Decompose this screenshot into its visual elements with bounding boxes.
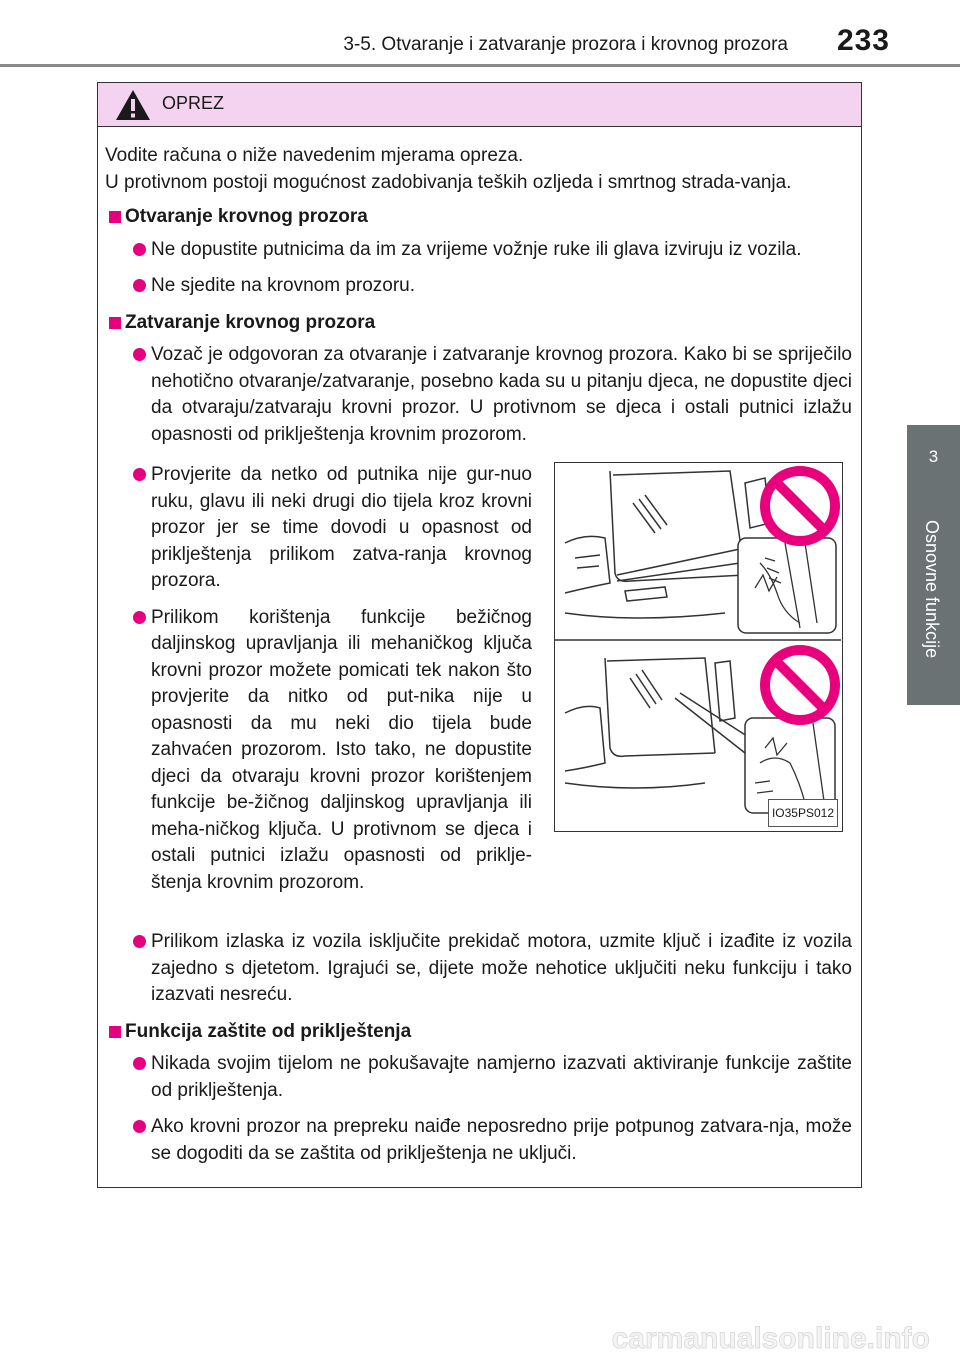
split-text-column [105,462,532,906]
chapter-side-tab[interactable] [907,425,960,705]
figure-code: IO35PS012 [768,799,838,828]
page-header [0,0,960,66]
intro-line: Vodite računa o niže navedenim mjerama opreza. [105,145,524,166]
page-number: 233 [836,24,890,57]
bullet-item: Prilikom korištenja funkcije bežičnog daljinskog upravljanja ili mehaničkog ključa krovni prozor možete pomicati tek nakon što provjerite da nitko od put-nika nije u opasnosti da mu neki dio tijela bude zahvaćen prozorom. Isto tako, ne dopustite djeci da otvaraju krovni prozor korištenjem funkcije be-žičnog daljinskog upravljanja ili meha-ničkog ključa. U protivnom se djeca i ostali putnici izlažu opasnosti od priklje-štenja krovnim prozorom. [105,605,532,897]
header-rule [0,64,960,67]
chapter-number: 3 [928,447,939,466]
prohibition-sign-icon [765,471,835,541]
bullet-item: Nikada svojim tijelom ne pokušavajte namjerno izazvati aktiviranje funkcije zaštite od priklještenja. [105,1051,852,1104]
bullet-item: Provjerite da netko od putnika nije gur-nuo ruku, glavu ili neki drugi dio tijela kroz krovni prozor jer se time dovodi u opasnost od priklještenja prilikom zatva-ranja krovnog prozora. [105,462,532,595]
section-title-opening: Otvaranje krovnog prozora [105,204,852,231]
sunroof-drawing [555,463,841,830]
caution-box [97,82,862,1188]
caution-intro [105,143,852,196]
caution-content [98,143,860,1177]
text-figure-block [105,462,852,917]
bullet-item: Ne dopustite putnicima da im za vrijeme vožnje ruke ili glava izviruju iz vozila. [105,237,852,264]
bullet-item: Ne sjedite na krovnom prozoru. [105,273,852,300]
intro-line: U protivnom postoji mogućnost zadobivanja teških ozljeda i smrtnog strada-vanja. [105,171,792,193]
section-title-anti-pinch: Funkcija zaštite od priklještenja [105,1019,852,1046]
bullet-item: Vozač je odgovoran za otvaranje i zatvaranje krovnog prozora. Kako bi se spriječilo nehotično otvaranje/zatvaranje, posebno kada su u pitanju djeca, ne dopustite djeci da otvaraju/zatvaraju krovni prozor. U protivnom se djeca i ostali putnici izlažu opasnosti od priklještenja krovnim prozorom. [105,342,852,448]
warning-triangle-icon [114,88,152,122]
chapter-label: Osnovne funkcije [922,520,942,659]
bullet-item: Ako krovni prozor na prepreku naiđe neposredno prije potpunog zatvara-nja, može se dogoditi da se zaštita od priklještenja ne uključi. [105,1114,852,1167]
prohibition-sign-icon [765,650,835,720]
section-title-closing: Zatvaranje krovnog prozora [105,310,852,337]
caution-label: OPREZ [162,93,225,113]
watermark-text: carmanualsonline.info [611,1322,930,1355]
sunroof-illustration [554,462,843,832]
section-title: 3-5. Otvaranje i zatvaranje prozora i krovnog prozora [343,34,788,55]
caution-header [98,83,861,127]
watermark [520,1318,940,1358]
bullet-item: Prilikom izlaska iz vozila isključite prekidač motora, uzmite ključ i izađite iz vozila zajedno s djetetom. Igrajući se, dijete može nehotice uključiti neku funkciju i tako izazvati nesreću. [105,929,852,1009]
